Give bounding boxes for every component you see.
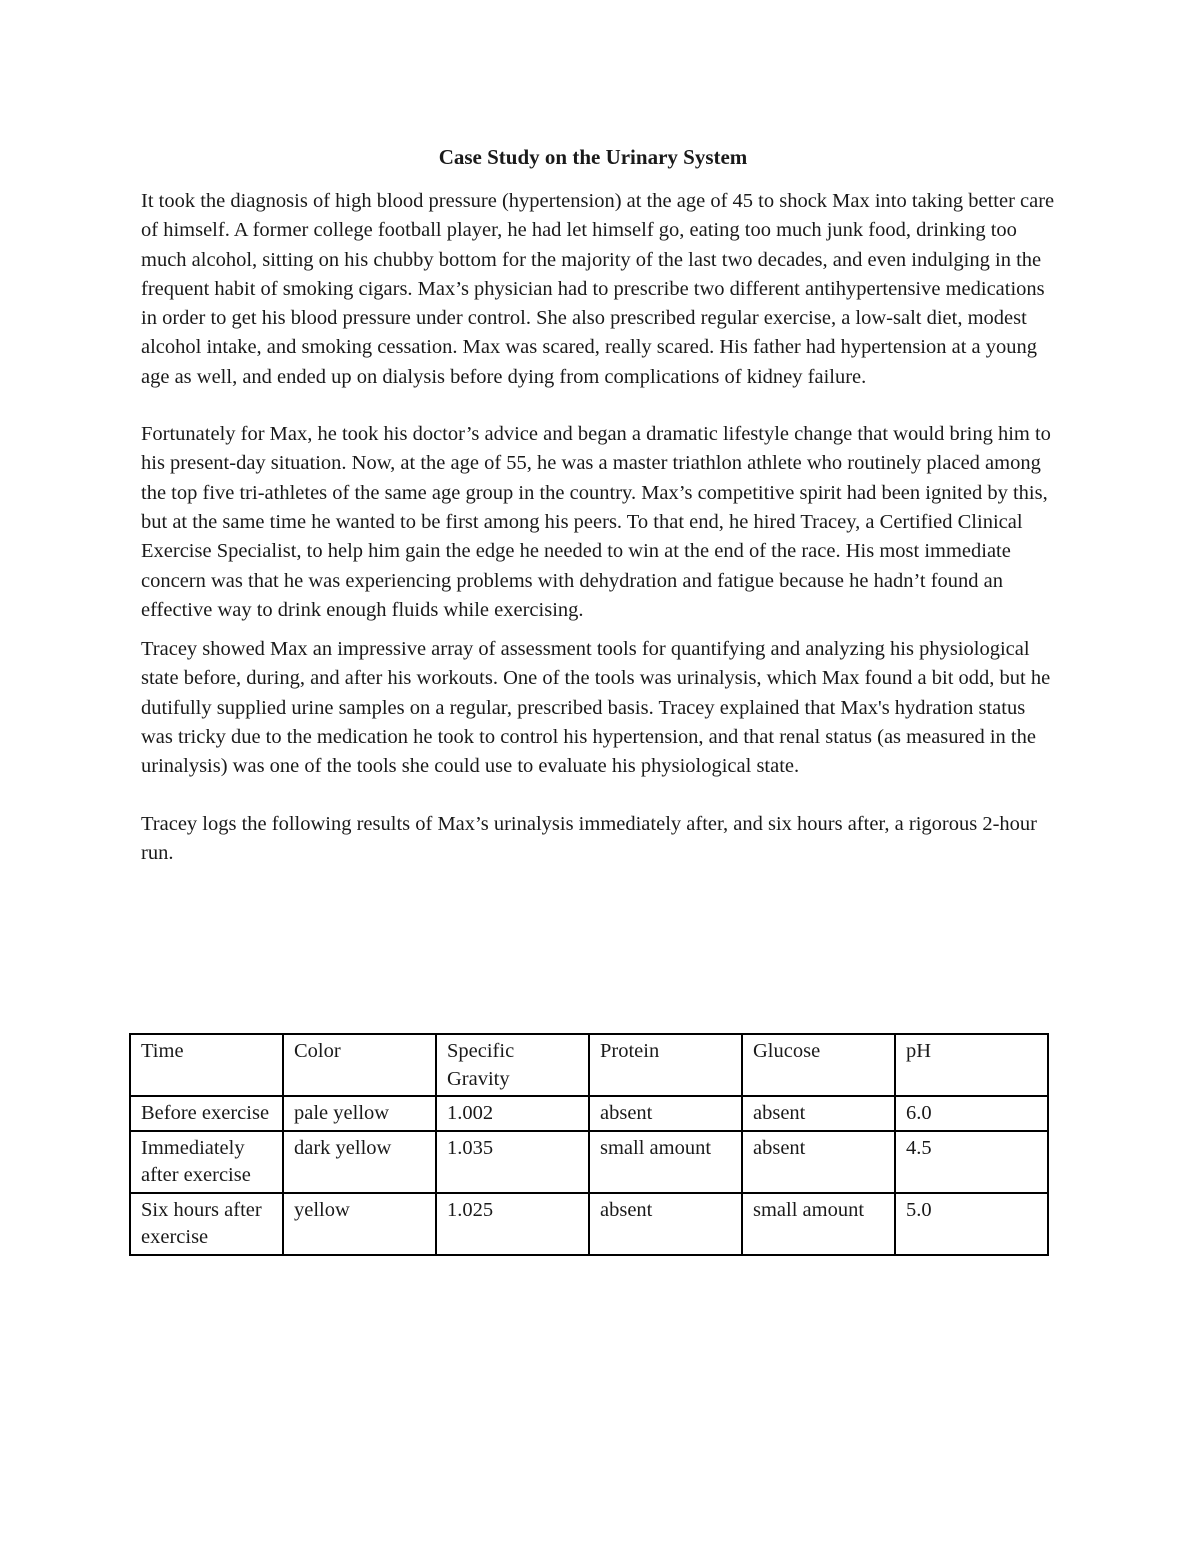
cell-glucose: small amount	[742, 1193, 895, 1255]
cell-time: Immediately after exercise	[130, 1131, 283, 1193]
paragraph-2	[141, 420, 1061, 625]
cell-ph: 6.0	[895, 1096, 1048, 1131]
paragraph-text: It took the diagnosis of high blood pressure (hypertension) at the age of 45 to shock Max into taking better care of himself. A former college football player, he had let himself go, eating too much junk food, drinking too much alcohol, sitting on his chubby bottom for the majority of the last two decades, and even indulging in the frequent habit of smoking cigars. Max’s physician had to prescribe two different antihypertensive medications in order to get his blood pressure under control. She also prescribed regular exercise, a low-salt diet, modest alcohol intake, and smoking cessation. Max was scared, really scared. His father had hypertension at a young age as well, and ended up on dialysis before dying from complications of kidney failure.	[141, 190, 1055, 388]
cell-time: Six hours after exercise	[130, 1193, 283, 1255]
paragraph-text: Tracey logs the following results of Max’s urinalysis immediately after, and six hours after, a rigorous 2-hour run.	[141, 812, 1038, 864]
paragraph-text: Fortunately for Max, he took his doctor’s advice and began a dramatic lifestyle change that would bring him to his present-day situation. Now, at the age of 55, he was a master triathlon athlete who routinely placed among the top five tri-athletes of the same age group in the country. Max’s competitive spirit had been ignited by this, but at the same time he wanted to be first among his peers. To that end, he hired Tracey, a Certified Clinical Exercise Specialist, to help him gain the edge he needed to win at the end of the race. His most immediate concern was that he was experiencing problems with dehydration and fatigue because he hadn’t found an effective way to drink enough fluids while exercising.	[141, 423, 1051, 621]
cell-specific-gravity: 1.025	[436, 1193, 589, 1255]
cell-ph: 5.0	[895, 1193, 1048, 1255]
cell-ph: 4.5	[895, 1131, 1048, 1193]
cell-protein: small amount	[589, 1131, 742, 1193]
header-ph: pH	[895, 1034, 1048, 1096]
table-row	[130, 1131, 1048, 1193]
cell-color: pale yellow	[283, 1096, 436, 1131]
header-protein: Protein	[589, 1034, 742, 1096]
paragraph-3	[141, 635, 1061, 781]
document-page	[141, 143, 1061, 868]
cell-protein: absent	[589, 1096, 742, 1131]
paragraph-4	[141, 810, 1061, 869]
header-color: Color	[283, 1034, 436, 1096]
header-time: Time	[130, 1034, 283, 1096]
cell-protein: absent	[589, 1193, 742, 1255]
table-header-row	[130, 1034, 1048, 1096]
header-specific-gravity: Specific Gravity	[436, 1034, 589, 1096]
paragraph-1	[141, 187, 1061, 392]
cell-specific-gravity: 1.002	[436, 1096, 589, 1131]
cell-glucose: absent	[742, 1096, 895, 1131]
cell-specific-gravity: 1.035	[436, 1131, 589, 1193]
table-row	[130, 1193, 1048, 1255]
cell-color: yellow	[283, 1193, 436, 1255]
cell-time: Before exercise	[130, 1096, 283, 1131]
urinalysis-results-table	[129, 1033, 1049, 1256]
paragraph-text: Tracey showed Max an impressive array of assessment tools for quantifying and analyzing his physiological state before, during, and after his workouts. One of the tools was urinalysis, which Max found a bit odd, but he dutifully supplied urine samples on a regular, prescribed basis. Tracey explained that Max's hydration status was tricky due to the medication he took to control his hypertension, and that renal status (as measured in the urinalysis) was one of the tools she could use to evaluate his physiological state.	[141, 638, 1051, 778]
cell-color: dark yellow	[283, 1131, 436, 1193]
cell-glucose: absent	[742, 1131, 895, 1193]
page-title: Case Study on the Urinary System	[438, 145, 748, 169]
header-glucose: Glucose	[742, 1034, 895, 1096]
table-row	[130, 1096, 1048, 1131]
